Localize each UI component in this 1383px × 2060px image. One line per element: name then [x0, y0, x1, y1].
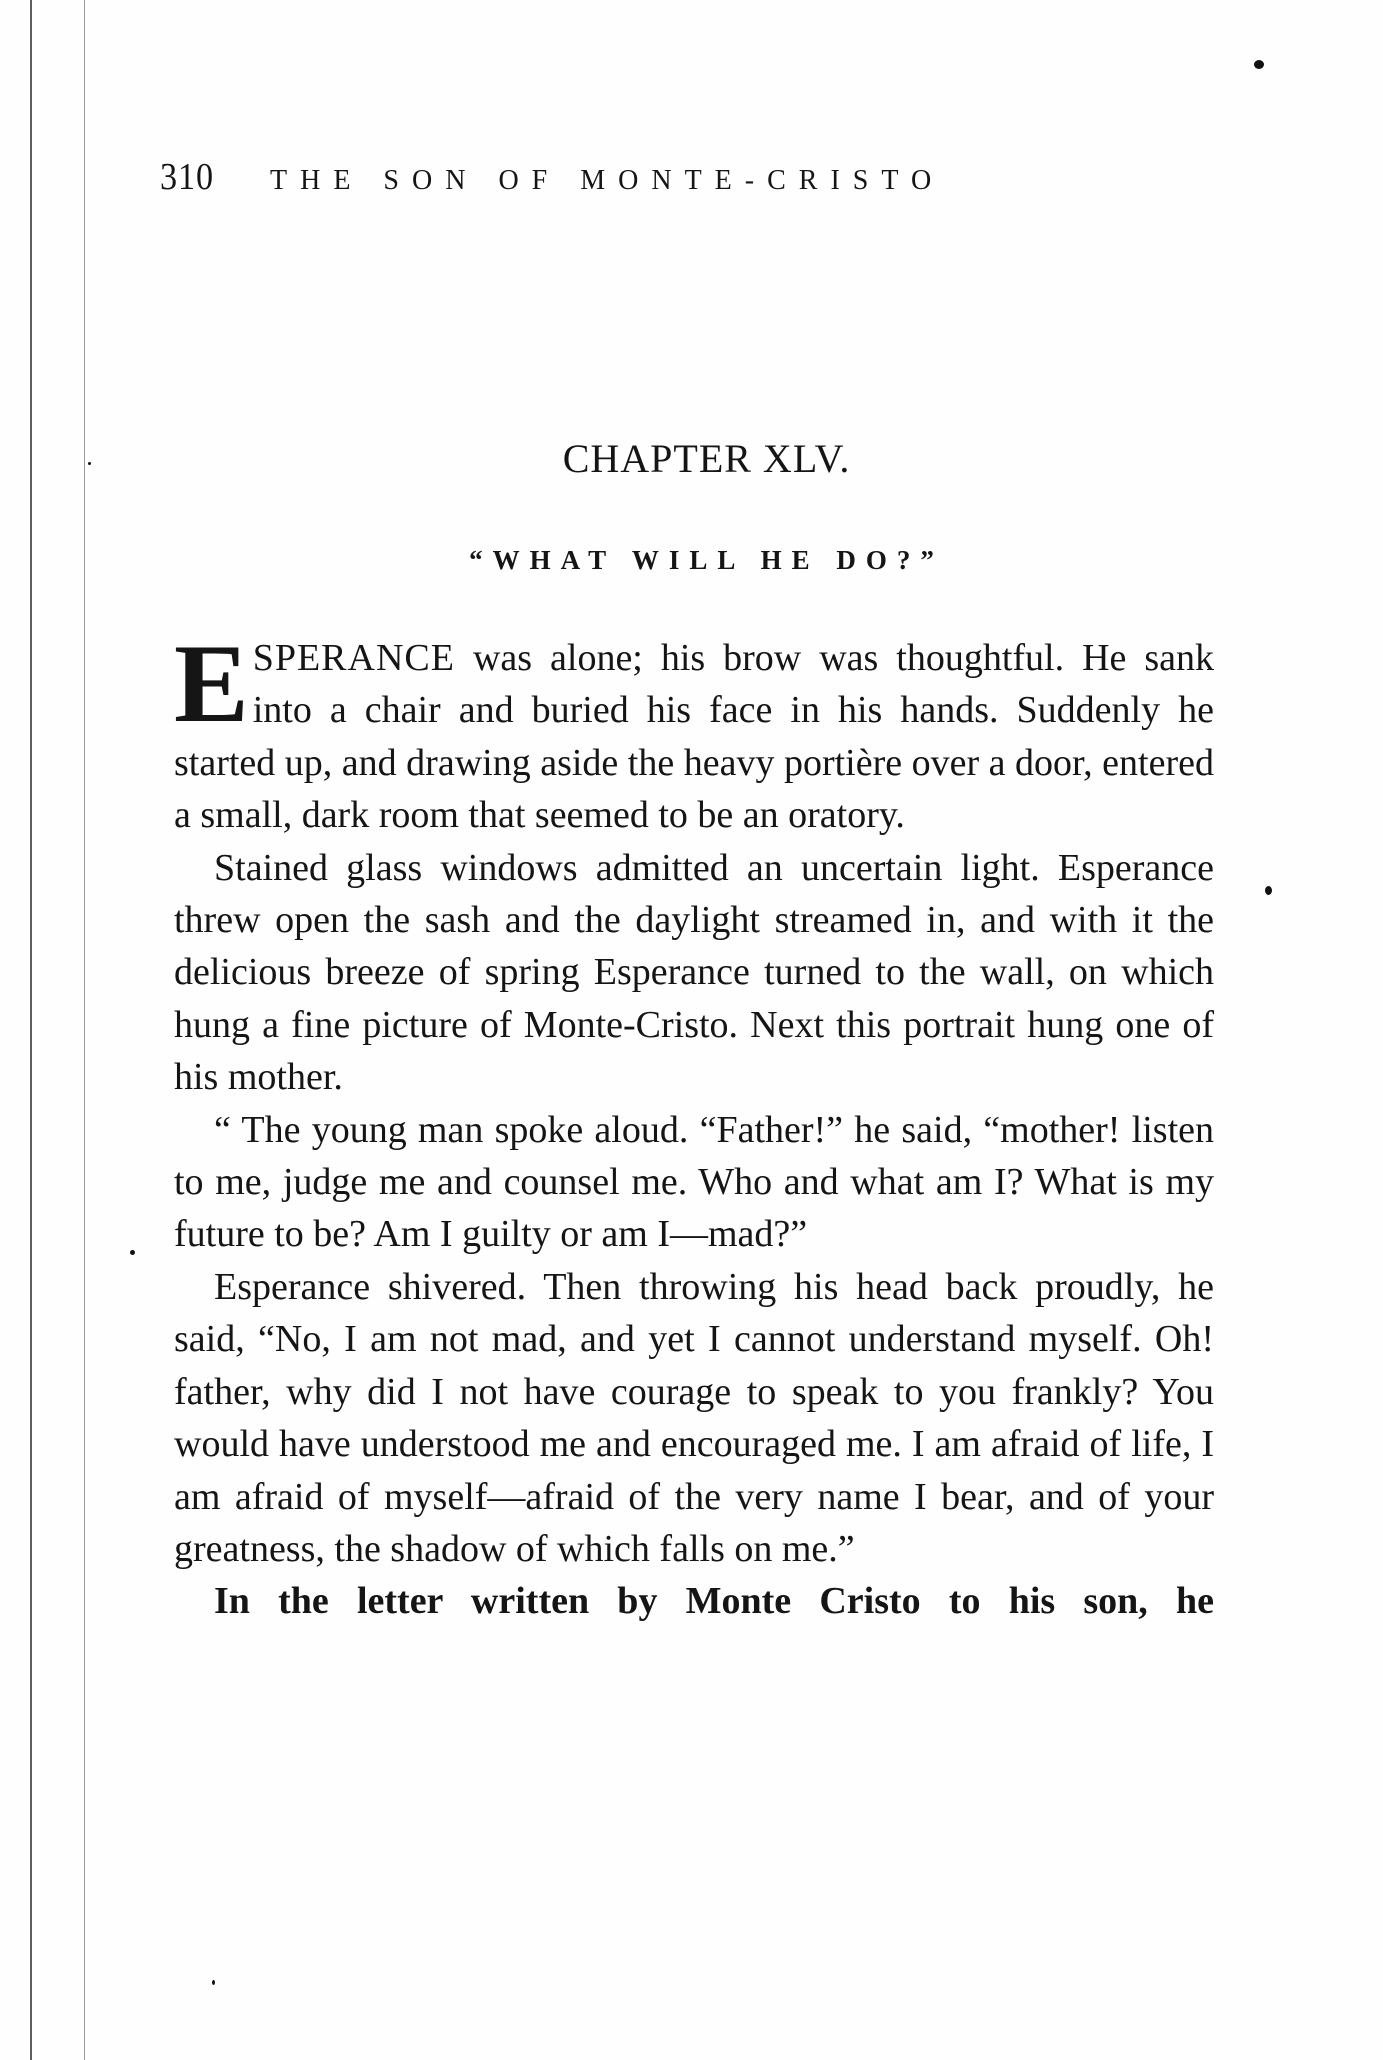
ink-speck [1265, 886, 1272, 895]
ink-speck [130, 1250, 135, 1255]
lead-caps: SPERANCE [252, 637, 455, 679]
body-text [174, 622, 1214, 1628]
page-number: 310 [160, 156, 214, 198]
running-head [160, 155, 1160, 207]
paragraph-5: In the letter written by Monte Cristo to his son, he [214, 1580, 1214, 1623]
paragraph-3: “ The young man spoke aloud. “Father!” he said, “mother! listen to me, judge me and counsel me. Who and what am I? What is my future to be? Am I guilty or am I—mad?” [174, 1108, 1214, 1256]
running-title: THE SON OF MONTE-CRISTO [270, 165, 945, 196]
paragraph-1 [174, 622, 1214, 842]
binding-shadow-line [84, 0, 85, 2060]
chapter-heading: CHAPTER XLV. [562, 436, 851, 481]
ink-speck [212, 1980, 215, 1985]
paragraph-4: Esperance shivered. Then throwing his head back proudly, he said, “No, I am not mad, and yet I cannot understand myself. Oh! father, why did I not have courage to speak to you frankly? You would have understood me and encouraged me. I am afraid of life, I am afraid of myself—afraid of the very name I bear, and of your greatness, the shadow of which falls on me.” [174, 1265, 1214, 1570]
paragraph-2: Stained glass windows admitted an uncertain light. Esperance threw open the sash and the daylight streamed in, and with it the delicious breeze of spring Esperance turned to the wall, on which hung a fine picture of Monte-Cristo. Next this portrait hung one of his mother. [174, 846, 1214, 1099]
ink-speck [1254, 60, 1264, 69]
binding-edge-line [30, 0, 32, 2060]
drop-cap: E [174, 622, 249, 746]
chapter-subtitle: “WHAT WILL HE DO?” [469, 545, 944, 575]
paragraph-1-text: was alone; his brow was thoughtful. He sank into a chair and buried his face in his hands. Suddenly he started up, and drawing aside the heavy portière over a door, entered a small, dark room that seemed to be an oratory. [174, 637, 1214, 837]
